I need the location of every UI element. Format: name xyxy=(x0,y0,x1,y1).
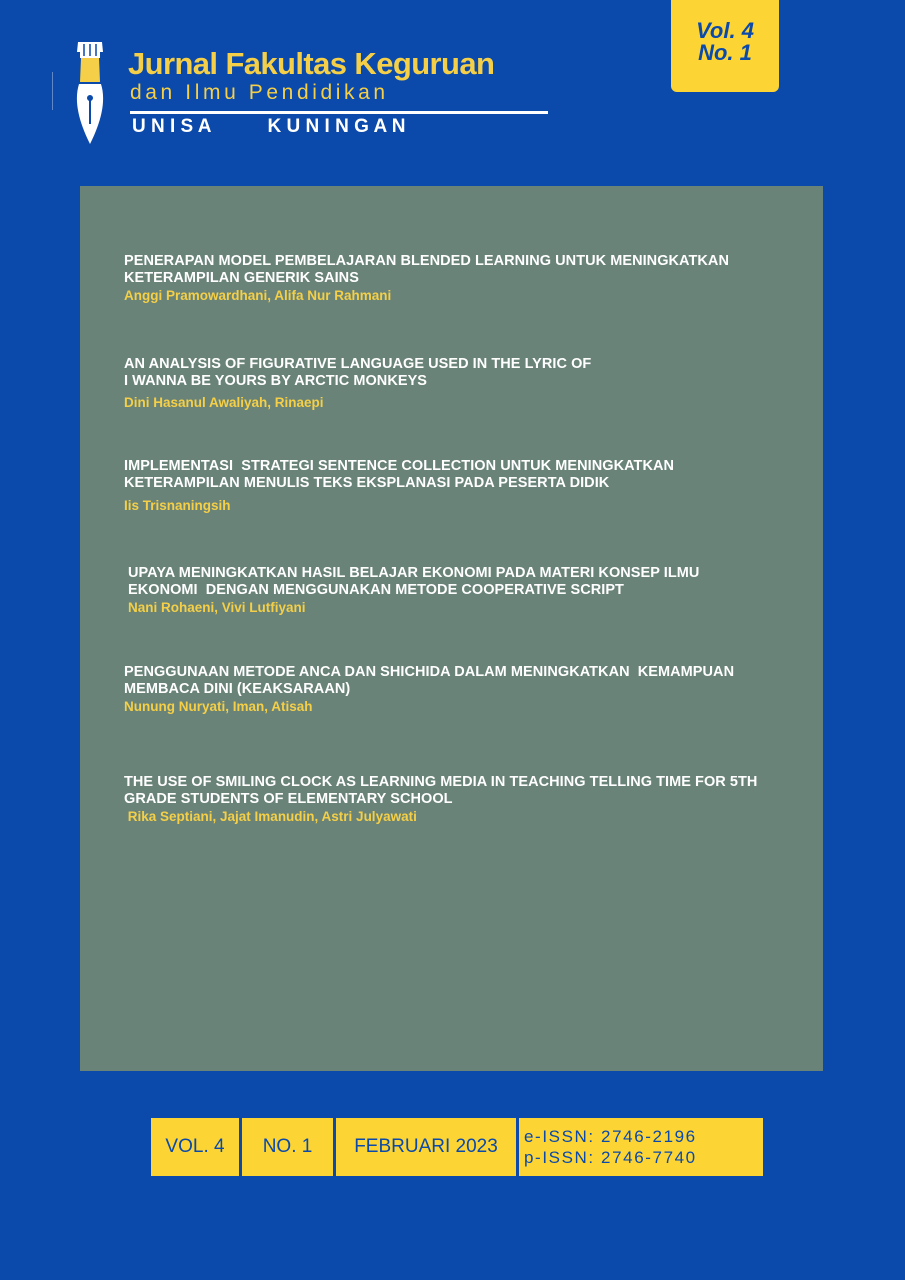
journal-name-line1: Jurnal Fakultas Keguruan xyxy=(128,46,495,81)
institution-name xyxy=(132,116,405,138)
title-rule xyxy=(130,111,548,114)
article-title-line1: PENERAPAN MODEL PEMBELAJARAN BLENDED LEARNING UNTUK MENINGKATKAN xyxy=(124,253,729,269)
article-title-line2: I WANNA BE YOURS BY ARCTIC MONKEYS xyxy=(124,373,428,389)
article-authors: Dini Hasanul Awaliyah, Rinaepi xyxy=(124,395,324,410)
article-authors: Nunung Nuryati, Iman, Atisah xyxy=(124,699,313,714)
article-title-line2: KETERAMPILAN GENERIK SAINS xyxy=(124,270,359,286)
article-title-line2: EKONOMI DENGAN MENGGUNAKAN METODE COOPERATIVE SCRIPT xyxy=(128,582,624,598)
institution-word2: K U N I N G A N xyxy=(267,116,406,137)
article-6 xyxy=(124,774,814,825)
article-4 xyxy=(128,565,818,616)
article-title-line1: AN ANALYSIS OF FIGURATIVE LANGUAGE USED IN THE LYRIC OF xyxy=(124,356,592,372)
footer-date: FEBRUARI 2023 xyxy=(336,1118,516,1176)
article-authors: Anggi Pramowardhani, Alifa Nur Rahmani xyxy=(124,288,392,303)
issue-info-bar xyxy=(151,1118,763,1176)
article-5 xyxy=(124,664,814,715)
article-authors: Iis Trisnaningsih xyxy=(124,498,231,513)
article-title-line1: THE USE OF SMILING CLOCK AS LEARNING MEDIA IN TEACHING TELLING TIME FOR 5TH xyxy=(124,774,758,790)
article-authors: Nani Rohaeni, Vivi Lutfiyani xyxy=(128,600,306,615)
article-title-line2: GRADE STUDENTS OF ELEMENTARY SCHOOL xyxy=(124,791,453,807)
volume-badge xyxy=(671,0,779,92)
article-authors: Rika Septiani, Jajat Imanudin, Astri Julyawati xyxy=(124,809,417,824)
institution-word1: U N I S A xyxy=(132,116,212,137)
p-issn: p-ISSN: 2746-7740 xyxy=(524,1148,697,1167)
e-issn: e-ISSN: 2746-2196 xyxy=(524,1127,697,1146)
article-title-line1: UPAYA MENINGKATKAN HASIL BELAJAR EKONOMI PADA MATERI KONSEP ILMU xyxy=(128,565,700,581)
article-title-line2: KETERAMPILAN MENULIS TEKS EKSPLANASI PADA PESERTA DIDIK xyxy=(124,475,610,491)
article-title-line1: IMPLEMENTASI STRATEGI SENTENCE COLLECTION UNTUK MENINGKATKAN xyxy=(124,458,675,474)
article-1 xyxy=(124,253,814,304)
fountain-pen-nib-icon xyxy=(70,40,110,148)
article-title-line2: MEMBACA DINI (KEAKSARAAN) xyxy=(124,681,351,697)
footer-volume: VOL. 4 xyxy=(151,1118,239,1176)
logo-divider xyxy=(52,72,53,110)
badge-number: No. 1 xyxy=(698,40,752,65)
badge-volume: Vol. 4 xyxy=(696,18,754,43)
contents-panel xyxy=(80,186,823,1071)
article-3 xyxy=(124,458,814,514)
article-2 xyxy=(124,356,814,411)
footer-number: NO. 1 xyxy=(242,1118,333,1176)
article-title-line1: PENGGUNAAN METODE ANCA DAN SHICHIDA DALAM MENINGKATKAN KEMAMPUAN xyxy=(124,664,735,680)
footer-issn xyxy=(519,1118,763,1176)
journal-name-line2: dan Ilmu Pendidikan xyxy=(130,81,389,104)
